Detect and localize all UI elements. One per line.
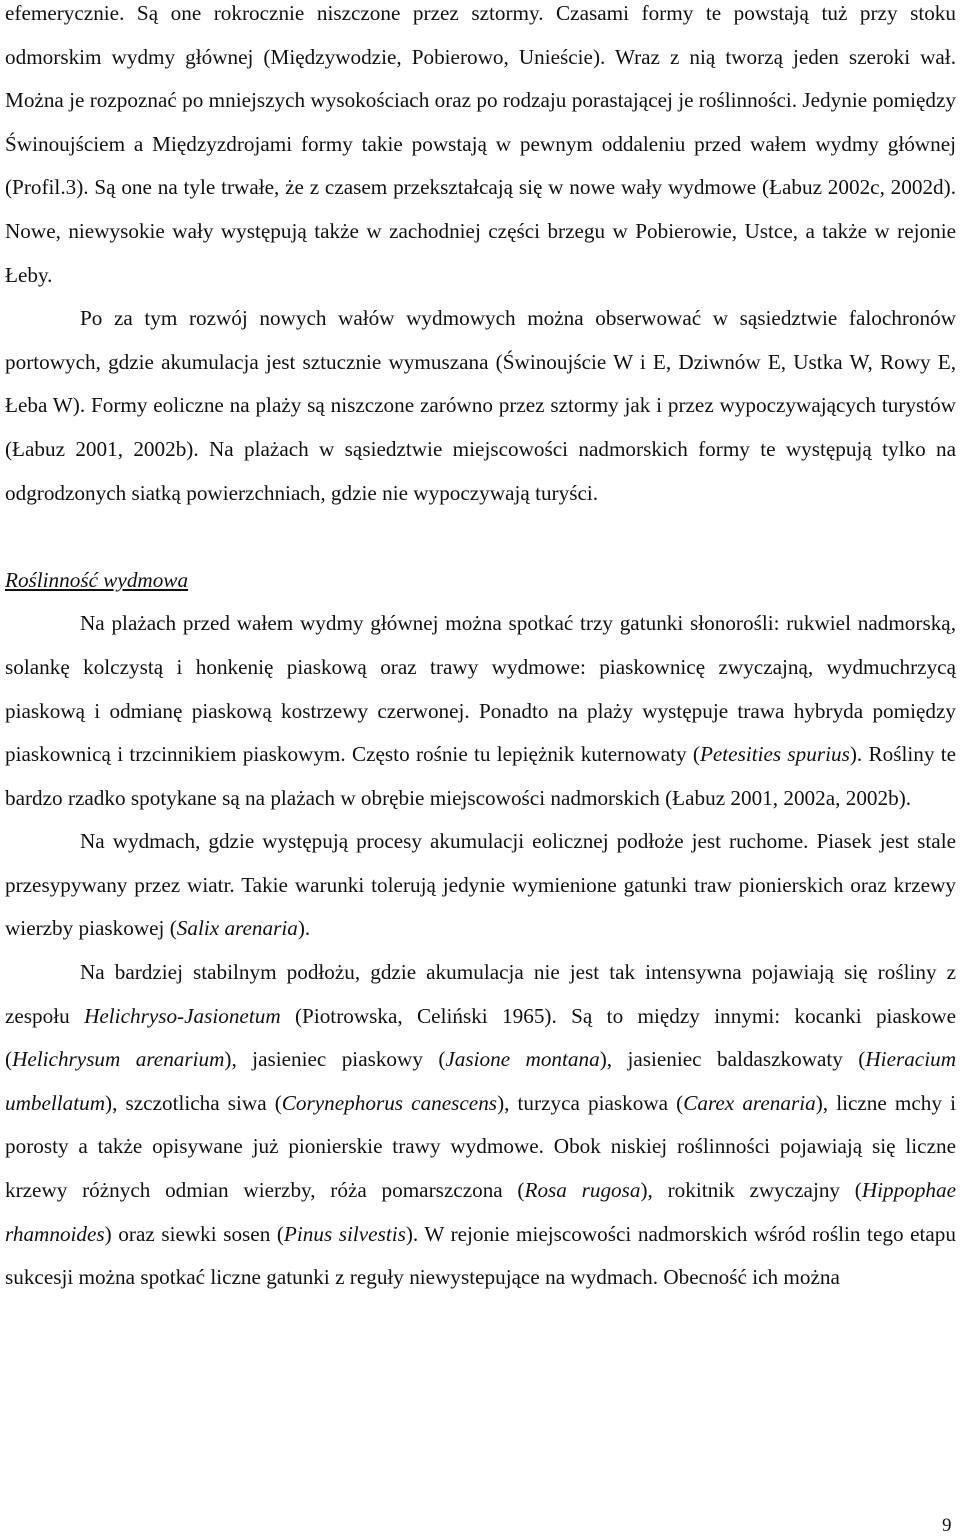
text-run: ), rokitnik zwyczajny ( [640, 1178, 862, 1203]
paragraph-beach-plants [5, 602, 956, 820]
latin-name: Rosa rugosa [524, 1178, 641, 1203]
latin-name: Pinus silvestis [283, 1221, 406, 1246]
page-number: 9 [942, 1515, 952, 1536]
latin-name: Salix arenaria [176, 916, 298, 941]
paragraph-dune-accumulation [5, 820, 956, 951]
latin-name: Carex arenaria [683, 1090, 816, 1115]
paragraph-stable-ground [5, 951, 956, 1300]
latin-name: Helichrysum arenarium [12, 1047, 225, 1072]
latin-name: Corynephorus canescens [281, 1090, 498, 1115]
document-page [5, 0, 956, 1300]
text-run: ), liczne mchy i porosty a także opisywane już pionierskie trawy wydmowe. Obok niskiej roślinności pojawiają się liczne krzewy różnych odmian wierzby, róża pomarszczona ( [5, 1090, 956, 1203]
text-run: ), szczotlicha siwa ( [105, 1090, 282, 1115]
section-spacer [5, 515, 956, 559]
text-run: Na wydmach, gdzie występują procesy akumulacji eolicznej podłoże jest ruchome. Piasek jest stale przesypywany przez wiatr. Takie warunki tolerują jedynie wymienione gatunki traw pionierskich oraz krzewy wierzby piaskowej ( [5, 829, 956, 941]
latin-name: Petesities spurius [699, 742, 850, 767]
section-heading: Roślinność wydmowa [5, 567, 189, 592]
text-run: ), jasieniec piaskowy ( [224, 1047, 446, 1072]
text-run: ), turzyca piaskowa ( [497, 1090, 684, 1115]
text-run: ). W rejonie miejscowości nadmorskich wśród roślin tego etapu sukcesji można spotkać liczne gatunki z reguły niewystepujące na wydmach. Obecność ich można [5, 1221, 956, 1290]
text-run: ). Rośliny te bardzo rzadko spotykane są na plażach w obrębie miejscowości nadmorskich (Łabuz 2001, 2002a, 2002b). [5, 742, 956, 810]
text-run: ) oraz siewki sosen ( [104, 1221, 284, 1246]
paragraph-dune-forms: efemerycznie. Są one rokrocznie niszczone przez sztormy. Czasami formy te powstają tuż przy stoku odmorskim wydmy głównej (Międzywodzie, Pobierowo, Unieście). Wraz z nią tworzą jeden szeroki wał. Można je rozpoznać po mniejszych wysokościach oraz po rodzaju porastającej je roślinności. Jedynie pomiędzy Świnoujściem a Międzyzdrojami formy takie powstają w pewnym oddaleniu przed wałem wydmy głównej (Profil.3). Są one na tyle trwałe, że z czasem przekształcają się w nowe wały wydmowe (Łabuz 2002c, 2002d). Nowe, niewysokie wały występują także w zachodniej części brzegu w Pobierowie, Ustce, a także w rejonie Łeby. [5, 1, 956, 287]
text-run: ), jasieniec baldaszkowaty ( [599, 1047, 866, 1072]
latin-name: Hieracium umbellatum [5, 1047, 956, 1115]
paragraph-breakwaters: Po za tym rozwój nowych wałów wydmowych można obserwować w sąsiedztwie falochronów portowych, gdzie akumulacja jest sztucznie wymuszana (Świnoujście W i E, Dziwnów E, Ustka W, Rowy E, Łeba W). Formy eoliczne na plaży są niszczone zarówno przez sztormy jak i przez wypoczywających turystów (Łabuz 2001, 2002b). Na plażach w sąsiedztwie miejscowości nadmorskich formy te występują tylko na odgrodzonych siatką powierzchniach, gdzie nie wypoczywają turyści. [5, 306, 956, 505]
text-run: ). [297, 916, 311, 941]
latin-name: Hippophae rhamnoides [5, 1178, 956, 1246]
text-run: Na bardziej stabilnym podłożu, gdzie akumulacja nie jest tak intensywna pojawiają się rośliny z zespołu [5, 960, 956, 1028]
text-run: Na plażach przed wałem wydmy głównej można spotkać trzy gatunki słonorośli: rukwiel nadmorską, solankę kolczystą i honkenię piaskową oraz trawy wydmowe: piaskownicę zwyczajną, wydmuchrzycą piaskową i odmianę piaskową kostrzewy czerwonej. Ponadto na plaży występuje trawa hybryda pomiędzy piaskownicą i trzcinnikiem piaskowym. Często rośnie tu lepiężnik kuternowaty ( [5, 611, 956, 767]
text-run: (Piotrowska, Celiński 1965). Są to między innymi: kocanki piaskowe ( [5, 1003, 956, 1072]
latin-name: Helichryso-Jasionetum [84, 1003, 281, 1028]
latin-name: Jasione montana [445, 1047, 600, 1072]
